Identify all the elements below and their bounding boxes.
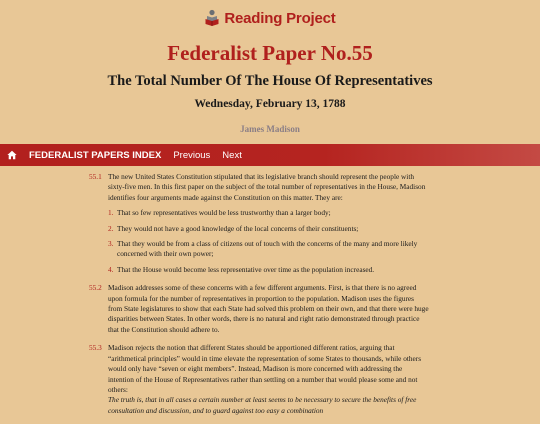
federalist-index-link[interactable]: FEDERALIST PAPERS INDEX — [29, 149, 162, 161]
paragraph-55-2 — [89, 283, 429, 335]
page-subtitle: The Total Number Of The House Of Representatives — [107, 73, 433, 89]
paragraph-number: 55.3 — [89, 343, 102, 353]
list-item-number: 1. — [108, 208, 114, 218]
author-name: James Madison — [240, 124, 300, 134]
list-item-text: That the House would become less representative over time as the population increased. — [117, 264, 375, 274]
site-logo[interactable] — [0, 9, 540, 27]
paragraph-text: Madison rejects the notion that different States should be apportioned different ratios, arguing that “arithmetical principles” would in time elevate the representation of some States to thousands, while others would only have “seven or eight members”. Instead, Madison is more concerned with addressing the intention of the House of Representatives rather than settling on a number that would please some and not others: — [108, 343, 422, 394]
site-name: Reading Project — [224, 9, 336, 27]
list-item-text: That they would be from a class of citizens out of touch with the concerns of the many and more likely concerned with their own power; — [117, 239, 418, 259]
list-item-text: That so few representatives would be less trustworthy than a larger body; — [117, 208, 331, 218]
list-item-number: 4. — [108, 264, 114, 274]
paragraph-text: Madison addresses some of these concerns with a few different arguments. First, is that there is no agreed upon formula for the number of representatives in proportion to the population. Madison uses the figures from State legislatures to show that each State had solved this problem on their own, and that there were huge disparities between States. In other words, there is no natural and right ratio demonstrated through practice that the Constitution should adhere to. — [108, 283, 429, 334]
home-icon[interactable] — [7, 150, 17, 160]
list-item — [108, 224, 429, 234]
list-item — [108, 239, 429, 260]
page-title: Federalist Paper No.55 — [167, 41, 373, 65]
list-item-number: 2. — [108, 223, 114, 233]
paragraph-number: 55.2 — [89, 283, 102, 293]
list-item-number: 3. — [108, 239, 114, 249]
objections-list — [108, 208, 429, 275]
publication-date: Wednesday, February 13, 1788 — [194, 98, 346, 110]
list-item — [108, 208, 429, 218]
reader-book-icon — [204, 9, 220, 27]
block-quote: The truth is, that in all cases a certain number at least seems to be necessary to secure the benefits of free consultation and discussion, and to guard against too easy a combination — [108, 395, 417, 415]
list-item-text: They would not have a good knowledge of the local concerns of their constituents; — [117, 223, 359, 233]
list-item — [108, 265, 429, 275]
main-navbar — [0, 144, 540, 166]
paragraph-number: 55.1 — [89, 172, 102, 181]
paragraph-text: The new United States Constitution stipulated that its legislative branch should represent the people with sixty-five men. In this first paper on the subject of the total number of representatives in the House, Madison identifies four arguments made against the Constitution on this matter. They are: — [108, 172, 426, 202]
paragraph-55-3 — [89, 343, 429, 416]
article-body — [89, 172, 429, 424]
previous-link[interactable]: Previous — [173, 149, 211, 161]
next-link[interactable]: Next — [222, 149, 242, 161]
paragraph-55-1 — [89, 172, 429, 275]
